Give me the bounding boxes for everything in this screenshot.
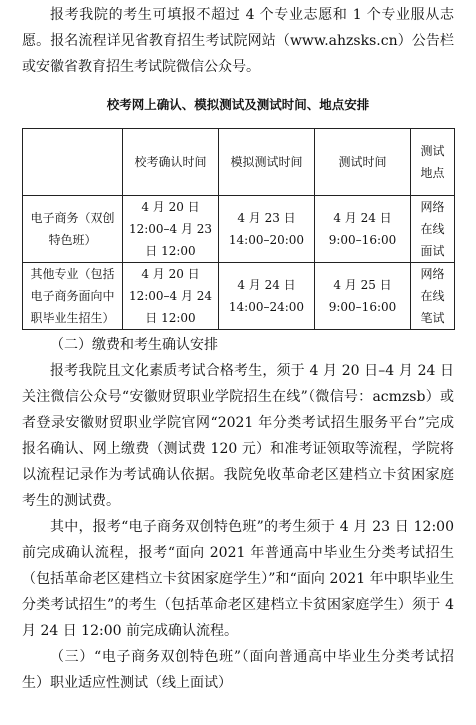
- schedule-table-title: 校考网上确认、模拟测试及测试时间、地点安排: [106, 97, 370, 112]
- row-mock-time: 4 月 23 日 14:00–20:00: [219, 196, 315, 263]
- section-2-paragraph-2: 其中，报考“电子商务双创特色班”的考生须于 4 月 23 日 12:00 前完成确认流程，报考“面向 2021 年普通高中毕业生分类考试招生（包括革命老区建档立卡贫困家庭学生）”和“面向 2021 年中职毕业生分类考试招生”的考生（包括革命老区建档立卡贫困家庭学生）须于 4 月 24 日 12:00 前完成确认流程。: [22, 519, 454, 639]
- section-2-heading: （二）缴费和考生确认安排: [50, 337, 218, 353]
- row-category: 其他专业（包括电子商务面向中职毕业生招生）: [23, 263, 123, 330]
- row-test-time: 4 月 25 日 9:00–16:00: [315, 263, 411, 330]
- section-3-heading: （三）“电子商务双创特色班”（面向普通高中毕业生分类考试招生）职业适应性测试（线上面试）: [22, 649, 454, 691]
- row-confirm-time: 4 月 20 日 12:00–4 月 23 日 12:00: [123, 196, 219, 263]
- header-test-location: 测试地点: [411, 129, 455, 196]
- table-row: [23, 196, 455, 263]
- header-confirm-time: 校考确认时间: [123, 129, 219, 196]
- intro-paragraph: 报考我院的考生可填报不超过 4 个专业志愿和 1 个专业服从志愿。报名流程详见省教育招生考试院网站（www.ahzsks.cn）公告栏或安徽省教育招生考试院微信公众号。: [22, 7, 454, 75]
- row-test-time: 4 月 24 日 9:00–16:00: [315, 196, 411, 263]
- row-test-location: 网络在线面试: [411, 196, 455, 263]
- table-row: [23, 263, 455, 330]
- schedule-table: [22, 128, 455, 330]
- row-category: 电子商务（双创特色班）: [23, 196, 123, 263]
- row-mock-time: 4 月 24 日 14:00–24:00: [219, 263, 315, 330]
- table-header-row: [23, 129, 455, 196]
- row-confirm-time: 4 月 20 日 12:00–4 月 24 日 12:00: [123, 263, 219, 330]
- header-mock-time: 模拟测试时间: [219, 129, 315, 196]
- header-test-time: 测试时间: [315, 129, 411, 196]
- section-2-paragraph-1: 报考我院且文化素质考试合格考生，须于 4 月 20 日–4 月 24 日关注微信公众号“安徽财贸职业学院招生在线”（微信号：acmzsb）或者登录安徽财贸职业学院官网“2021 年分类考试招生服务平台”完成报名确认、网上缴费（测试费 120 元）和准考证领取等流程，学院将以流程记录作为考试确认依据。我院免收革命老区建档立卡贫困家庭考生的测试费。: [22, 363, 454, 509]
- row-test-location: 网络在线笔试: [411, 263, 455, 330]
- header-category: [23, 129, 123, 196]
